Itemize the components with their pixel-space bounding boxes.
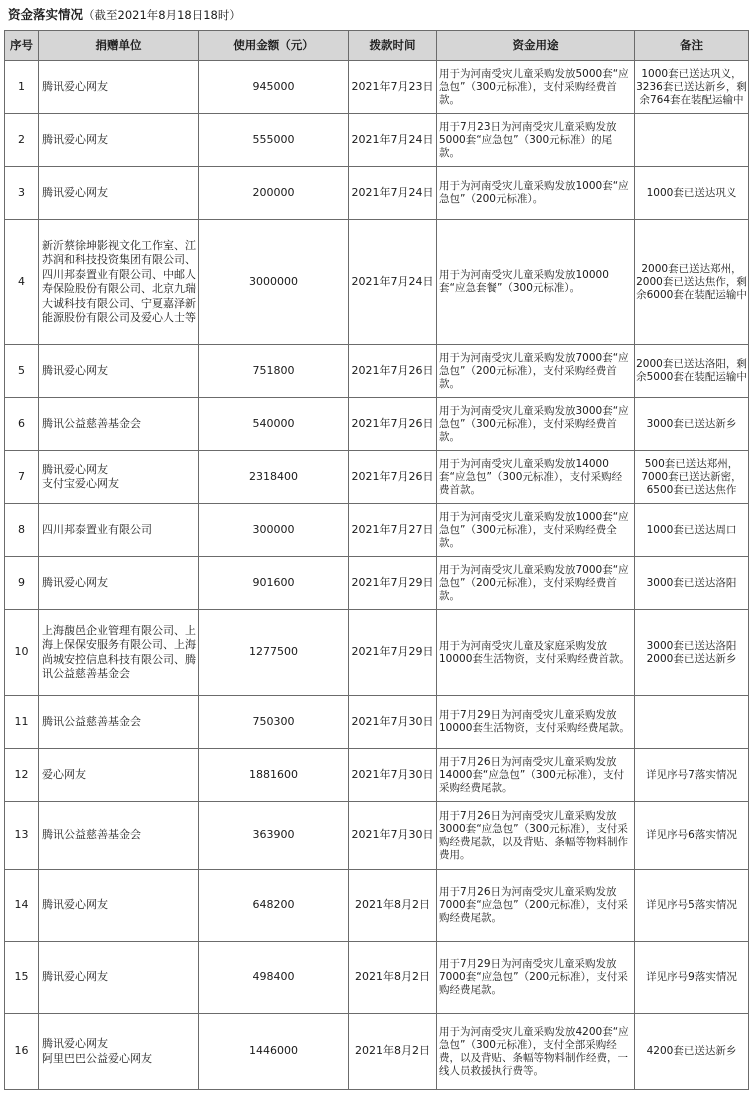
row-note: 1000套已送达巩义，3236套已送达新乡，剩余764套在装配运输中: [635, 61, 749, 114]
row-note: 3000套已送达洛阳: [635, 557, 749, 610]
row-note: 2000套已送达郑州，2000套已送达焦作，剩余6000套在装配运输中: [635, 220, 749, 345]
row-date: 2021年7月30日: [349, 749, 437, 802]
table-row: [5, 610, 749, 696]
row-amount: 751800: [199, 345, 349, 398]
row-no: 13: [5, 802, 39, 870]
row-donor: 腾讯公益慈善基金会: [39, 398, 199, 451]
table-row: [5, 942, 749, 1014]
header-no: 序号: [5, 31, 39, 61]
row-donor: 腾讯公益慈善基金会: [39, 802, 199, 870]
table-row: [5, 504, 749, 557]
row-donor: 腾讯爱心网友: [39, 114, 199, 167]
row-no: 15: [5, 942, 39, 1014]
row-donor: 腾讯爱心网友: [39, 942, 199, 1014]
row-amount: 2318400: [199, 451, 349, 504]
row-note: 1000套已送达周口: [635, 504, 749, 557]
row-note: 2000套已送达洛阳，剩余5000套在装配运输中: [635, 345, 749, 398]
row-amount: 540000: [199, 398, 349, 451]
table-row: [5, 749, 749, 802]
row-no: 11: [5, 696, 39, 749]
table-row: [5, 451, 749, 504]
row-use: 用于7月26日为河南受灾儿童采购发放14000套“应急包”（300元标准），支付采购经费尾款。: [437, 749, 635, 802]
row-note: [635, 114, 749, 167]
row-date: 2021年7月30日: [349, 696, 437, 749]
row-note: 详见序号7落实情况: [635, 749, 749, 802]
row-donor: 腾讯爱心网友: [39, 345, 199, 398]
row-use: 用于为河南受灾儿童采购发放4200套“应急包”（300元标准），支付全部采购经费，以及背贴、条幅等物料制作经费，一线人员救援执行费等。: [437, 1014, 635, 1090]
row-donor: 腾讯爱心网友: [39, 870, 199, 942]
row-note: 4200套已送达新乡: [635, 1014, 749, 1090]
row-amount: 1277500: [199, 610, 349, 696]
row-amount: 200000: [199, 167, 349, 220]
row-amount: 750300: [199, 696, 349, 749]
row-amount: 901600: [199, 557, 349, 610]
row-date: 2021年7月29日: [349, 610, 437, 696]
row-amount: 945000: [199, 61, 349, 114]
table-row: [5, 802, 749, 870]
row-donor: 腾讯爱心网友 阿里巴巴公益爱心网友: [39, 1014, 199, 1090]
table-row: [5, 345, 749, 398]
row-donor: 腾讯爱心网友: [39, 167, 199, 220]
row-no: 4: [5, 220, 39, 345]
row-no: 14: [5, 870, 39, 942]
table-row: [5, 61, 749, 114]
row-donor: 新沂蔡徐坤影视文化工作室、江苏润和科技投资集团有限公司、四川邦泰置业有限公司、中邮人寿保险股份有限公司、北京九瑞大诚科技有限公司、宁夏嘉泽新能源股份有限公司及爱心人士等: [39, 220, 199, 345]
table-row: [5, 220, 749, 345]
row-use: 用于为河南受灾儿童采购发放1000套“应急包”（300元标准），支付采购经费全款。: [437, 504, 635, 557]
row-date: 2021年7月30日: [349, 802, 437, 870]
row-use: 用于7月29日为河南受灾儿童采购发放10000套生活物资，支付采购经费尾款。: [437, 696, 635, 749]
row-use: 用于7月26日为河南受灾儿童采购发放7000套“应急包”（200元标准），支付采购经费尾款。: [437, 870, 635, 942]
row-use: 用于为河南受灾儿童采购发放1000套“应急包”（200元标准）。: [437, 167, 635, 220]
table-row: [5, 167, 749, 220]
row-no: 9: [5, 557, 39, 610]
table-row: [5, 870, 749, 942]
table-row: [5, 557, 749, 610]
table-row: [5, 696, 749, 749]
row-amount: 1881600: [199, 749, 349, 802]
row-date: 2021年7月26日: [349, 451, 437, 504]
row-date: 2021年7月24日: [349, 220, 437, 345]
row-use: 用于为河南受灾儿童及家庭采购发放10000套生活物资，支付采购经费首款。: [437, 610, 635, 696]
row-date: 2021年8月2日: [349, 942, 437, 1014]
page-title: [0, 0, 750, 30]
row-no: 1: [5, 61, 39, 114]
row-amount: 1446000: [199, 1014, 349, 1090]
header-use: 资金用途: [437, 31, 635, 61]
table-row: [5, 1014, 749, 1090]
row-donor: 腾讯公益慈善基金会: [39, 696, 199, 749]
header-date: 拨款时间: [349, 31, 437, 61]
row-use: 用于为河南受灾儿童采购发放10000套“应急套餐”（300元标准）。: [437, 220, 635, 345]
row-date: 2021年8月2日: [349, 1014, 437, 1090]
row-note: 3000套已送达洛阳 2000套已送达新乡: [635, 610, 749, 696]
row-date: 2021年7月26日: [349, 398, 437, 451]
title-note: （截至2021年8月18日18时）: [83, 8, 241, 22]
header-row: [5, 31, 749, 61]
row-donor: 四川邦泰置业有限公司: [39, 504, 199, 557]
row-no: 12: [5, 749, 39, 802]
row-note: 1000套已送达巩义: [635, 167, 749, 220]
row-note: 500套已送达郑州，7000套已送达新密，6500套已送达焦作: [635, 451, 749, 504]
row-amount: 555000: [199, 114, 349, 167]
row-amount: 300000: [199, 504, 349, 557]
row-use: 用于为河南受灾儿童采购发放7000套“应急包”（200元标准），支付采购经费首款。: [437, 345, 635, 398]
row-no: 8: [5, 504, 39, 557]
row-donor: 腾讯爱心网友 支付宝爱心网友: [39, 451, 199, 504]
row-date: 2021年7月24日: [349, 167, 437, 220]
row-no: 3: [5, 167, 39, 220]
row-no: 16: [5, 1014, 39, 1090]
header-amount: 使用金额（元）: [199, 31, 349, 61]
row-no: 10: [5, 610, 39, 696]
row-date: 2021年8月2日: [349, 870, 437, 942]
row-use: 用于为河南受灾儿童采购发放3000套“应急包”（300元标准），支付采购经费首款。: [437, 398, 635, 451]
row-use: 用于7月26日为河南受灾儿童采购发放3000套“应急包”（300元标准），支付采购经费尾款，以及背贴、条幅等物料制作费用。: [437, 802, 635, 870]
table-row: [5, 398, 749, 451]
table-row: [5, 114, 749, 167]
row-date: 2021年7月27日: [349, 504, 437, 557]
row-donor: 爱心网友: [39, 749, 199, 802]
row-note: 详见序号6落实情况: [635, 802, 749, 870]
row-no: 7: [5, 451, 39, 504]
row-no: 5: [5, 345, 39, 398]
row-amount: 3000000: [199, 220, 349, 345]
row-note: 详见序号5落实情况: [635, 870, 749, 942]
row-date: 2021年7月23日: [349, 61, 437, 114]
header-note: 备注: [635, 31, 749, 61]
row-amount: 498400: [199, 942, 349, 1014]
fund-table: [4, 30, 749, 1090]
row-use: 用于7月23日为河南受灾儿童采购发放5000套“应急包”（300元标准）的尾款。: [437, 114, 635, 167]
row-amount: 648200: [199, 870, 349, 942]
row-date: 2021年7月26日: [349, 345, 437, 398]
row-no: 6: [5, 398, 39, 451]
row-donor: 腾讯爱心网友: [39, 61, 199, 114]
row-use: 用于为河南受灾儿童采购发放7000套“应急包”（200元标准），支付采购经费首款。: [437, 557, 635, 610]
title-text: 资金落实情况: [8, 7, 84, 22]
row-no: 2: [5, 114, 39, 167]
row-note: 详见序号9落实情况: [635, 942, 749, 1014]
row-use: 用于7月29日为河南受灾儿童采购发放7000套“应急包”（200元标准），支付采购经费尾款。: [437, 942, 635, 1014]
row-donor: 腾讯爱心网友: [39, 557, 199, 610]
row-note: [635, 696, 749, 749]
row-use: 用于为河南受灾儿童采购发放14000套“应急包”（300元标准），支付采购经费首款。: [437, 451, 635, 504]
header-donor: 捐赠单位: [39, 31, 199, 61]
row-amount: 363900: [199, 802, 349, 870]
row-donor: 上海馥邑企业管理有限公司、上海上保保安服务有限公司、上海尚城安控信息科技有限公司、腾讯公益慈善基金会: [39, 610, 199, 696]
row-date: 2021年7月29日: [349, 557, 437, 610]
row-use: 用于为河南受灾儿童采购发放5000套“应急包”（300元标准），支付采购经费首款。: [437, 61, 635, 114]
row-date: 2021年7月24日: [349, 114, 437, 167]
row-note: 3000套已送达新乡: [635, 398, 749, 451]
